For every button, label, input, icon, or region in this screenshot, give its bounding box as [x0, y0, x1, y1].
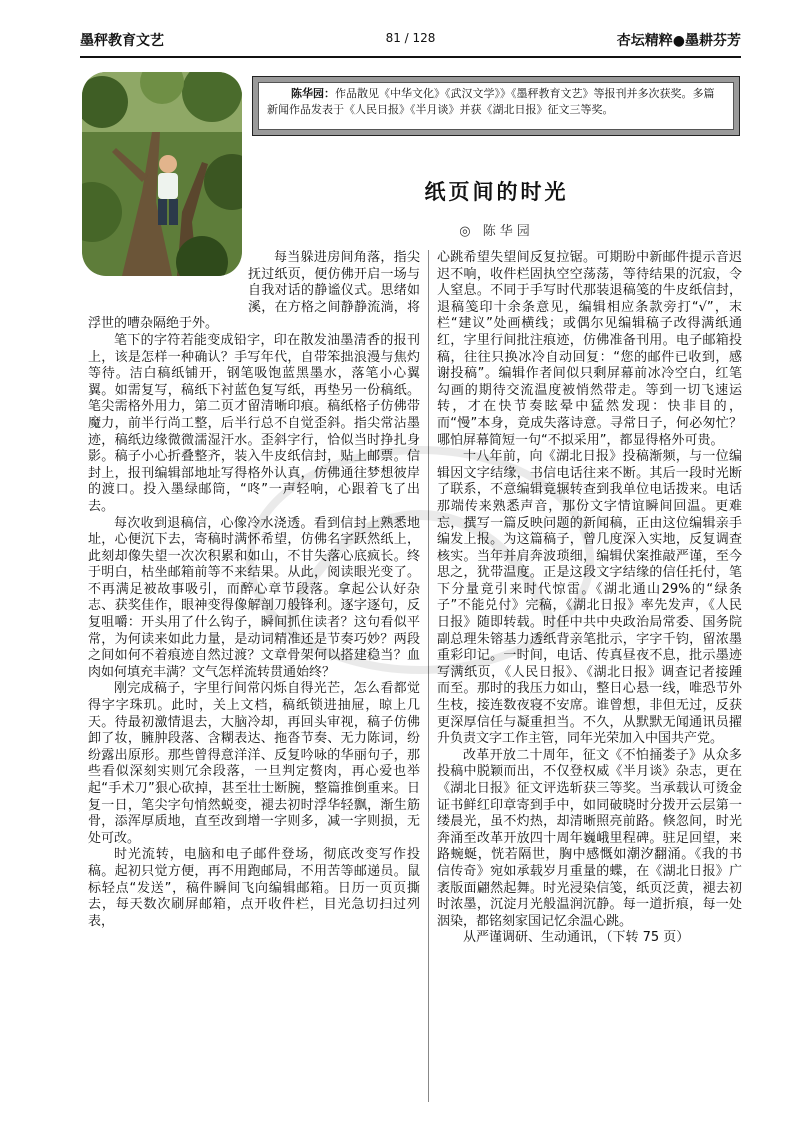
- author-bio: [258, 82, 734, 130]
- paragraph: 十八年前，向《湖北日报》投稿渐频，与一位编辑因文字结缘，书信电话往来不断。其后一段时光断了联系，不意编辑竟辗转查到我单位电话拨来。电话那端传来熟悉声音，那份文字情谊瞬间回温。更难忘，撰写一篇反映问题的新闻稿，正由这位编辑亲手编发上报。为这篇稿子，曾几度深入实地，反复调查核实。当年并肩奔波琐细，编辑伏案推敲严谨，至今思之，犹带温度。正是这段文字结缘的信任托付，笔下分量竟引来时代惊雷。《湖北通山29%的“绿条子”不能兑付》完稿，《湖北日报》率先发声，《人民日报》随即转载。时任中共中央政治局常委、国务院副总理朱镕基力透纸背亲笔批示，字字千钧，留浓墨重彩印记。一时间，电话、传真昼夜不息，批示墨迹写满纸页，《人民日报》、《湖北日报》调查记者接踵而至。那时的我压力如山，整日心悬一线，唯恐节外生枝，接连数夜寝不安席。谁曾想，非但无过，反获更深厚信任与凝重担当。不久，从默默无闻通讯员擢升负责文字工作主管，同年光荣加入中国共产党。: [437, 449, 742, 747]
- paragraph: 时光流转，电脑和电子邮件登场，彻底改变写作投稿。起初只觉方便，再不用跑邮局，不用苦等邮递员。鼠标轻点“发送”，稿件瞬间飞向编辑邮箱。日历一页页撕去，每天数次刷屏邮箱，点开收件栏，目光急切扫过列表，: [88, 847, 420, 929]
- header-rule: [80, 56, 741, 58]
- left-column: [88, 250, 420, 1102]
- paragraph: 每次收到退稿信，心像冷水浇透。看到信封上熟悉地址，心便沉下去，寄稿时满怀希望，仿佛名字跃然纸上，此刻却像失望一次次积累和如山，不甘失落心底疯长。终于明白，枯坐邮箱前等不来结果。从此，阅读眼光变了。不再满足被故事吸引，而醉心章节段落。拿起公认好杂志、获奖佳作，眼神变得像解剖刀般锋利。逐字逐句，反复咀嚼：开头用了什么钩子，瞬间抓住读者？这句看似平常，为何读来如此力量，是动词精准还是节奏巧妙？两段之间如何不着痕迹自然过渡？文章骨架何以搭建稳当？血肉如何填充丰满？文气怎样流转贯通始终？: [88, 515, 420, 680]
- paragraph: 刚完成稿子，字里行间常闪烁自得光芒，怎么看都觉得字字珠玑。此时，关上文档，稿纸锁进抽屉，晾上几天。待最初激情退去，大脑冷却，再回头审视，稿子仿佛卸了妆，臃肿段落、含糊表达、拖沓节奏、无力陈词，纷纷露出原形。那些曾得意洋洋、反复吟咏的华丽句子，那些看似深刻实则冗余段落，一旦判定赘肉，再心爱也举起“手术刀”狠心砍掉，甚至壮士断腕，整篇推倒重来。日复一日，笔尖字句悄然蜕变，褪去初时浮华轻飘，渐生筋骨，添浑厚质地，直至改到增一字则多，减一字则损，无处可改。: [88, 681, 420, 846]
- column-name: 杏坛精粹●墨耕芬芳: [616, 33, 741, 49]
- article-byline: ◎ 陈华园: [459, 224, 534, 239]
- paragraph: 每当躲进房间角落，指尖抚过纸页，便仿佛开启一场与自我对话的静谧仪式。思绪如溪，在方格之间静静流淌，将浮世的嘈杂隔绝于外。: [88, 250, 420, 332]
- author-photo: [82, 72, 242, 276]
- page-number: 81 / 128: [385, 31, 436, 45]
- author-bio-box: [252, 76, 740, 136]
- magazine-name: 墨秤教育文艺: [80, 33, 164, 49]
- right-column: [437, 250, 742, 1102]
- page-header: [80, 28, 741, 52]
- continued-note: 从严谨调研、生动通讯，（下转 75 页）: [463, 930, 690, 946]
- article-title: 纸页间的时光: [424, 180, 569, 204]
- photo-wrap-spacer: [88, 250, 248, 300]
- paragraph: 心跳希望失望间反复拉锯。可期盼中新邮件提示音迟迟不响，收件栏固执空空荡荡，等待结果的沉寂，令人窒息。不同于手写时代那装退稿笺的牛皮纸信封，退稿笺印十余条意见，编辑相应条款旁打“√”，末栏“建议”处画横线；或偶尔见编辑稿子改得满纸通红，字里行间批注痕迹，仿佛准备刊用。电子邮箱投稿，往往只换冰冷自动回复：“您的邮件已收到，感谢投稿”。编辑作者间似只剩屏幕前冰冷空白，红笔勾画的期待交流温度被悄然带走。等到一切飞速运转，才在快节奏眩晕中猛然发现：快非目的，而“慢”本身，竟成失落诗意。寻常日子，何必匆忙？哪怕屏幕简短一句“不拟采用”，都显得格外可贵。: [437, 250, 742, 448]
- author-bio-name: 陈华园：: [291, 87, 335, 100]
- author-bio-text: 作品散见《中华文化》《武汉文学》》《墨秤教育文艺》等报刊并多次获奖。多篇新闻作品发表于《人民日报》《半月谈》并获《湖北日报》征文三等奖。: [267, 87, 715, 116]
- author-photo-image: [82, 72, 242, 276]
- paragraph: 改革开放二十周年，征文《不怕捅娄子》从众多投稿中脱颖而出，不仅登权威《半月谈》杂志，更在《湖北日报》征文评选斩获三等奖。当承载认可烫金证书鲜红印章寄到手中，如同破晓时分拨开云层第一缕晨光，虽不灼热，却清晰照亮前路。倏忽间，时光奔涌至改革开放四十周年巍峨里程碑。驻足回望，来路蜿蜒，恍若隔世，胸中感慨如潮汐翻涌。《我的书信传奇》宛如承载岁月重量的蝶，在《湖北日报》广袤版面翩然起舞。时光浸染信笺，纸页泛黄，褪去初时浓墨，沉淀月光般温润沉静。每一道折痕，每一处洇染，都铭刻家国记忆余温心跳。: [437, 747, 742, 929]
- paragraph: 笔下的字符若能变成铅字，印在散发油墨清香的报刊上，该是怎样一种确认？手写年代，自带笨拙浪漫与焦灼等待。洁白稿纸铺开，钢笔吸饱蓝黑墨水，落笔小心翼翼。如需复写，稿纸下衬蓝色复写纸，再垫另一份稿纸。笔尖需格外用力，第二页才留清晰印痕。稿纸格子仿佛带魔力，前半行尚工整，后半行总不自觉歪斜。指尖常沾墨迹，稿纸边缘微微濡湿汗水。歪斜字行，恰似当时挣扎身影。稿子小心折叠整齐，装入牛皮纸信封，贴上邮票。信封上，报刊编辑部地址写得格外认真，仿佛通往梦想彼岸的渡口。投入墨绿邮筒，“咚”一声轻响，心跟着飞了出去。: [88, 332, 420, 514]
- column-divider: [428, 250, 429, 1102]
